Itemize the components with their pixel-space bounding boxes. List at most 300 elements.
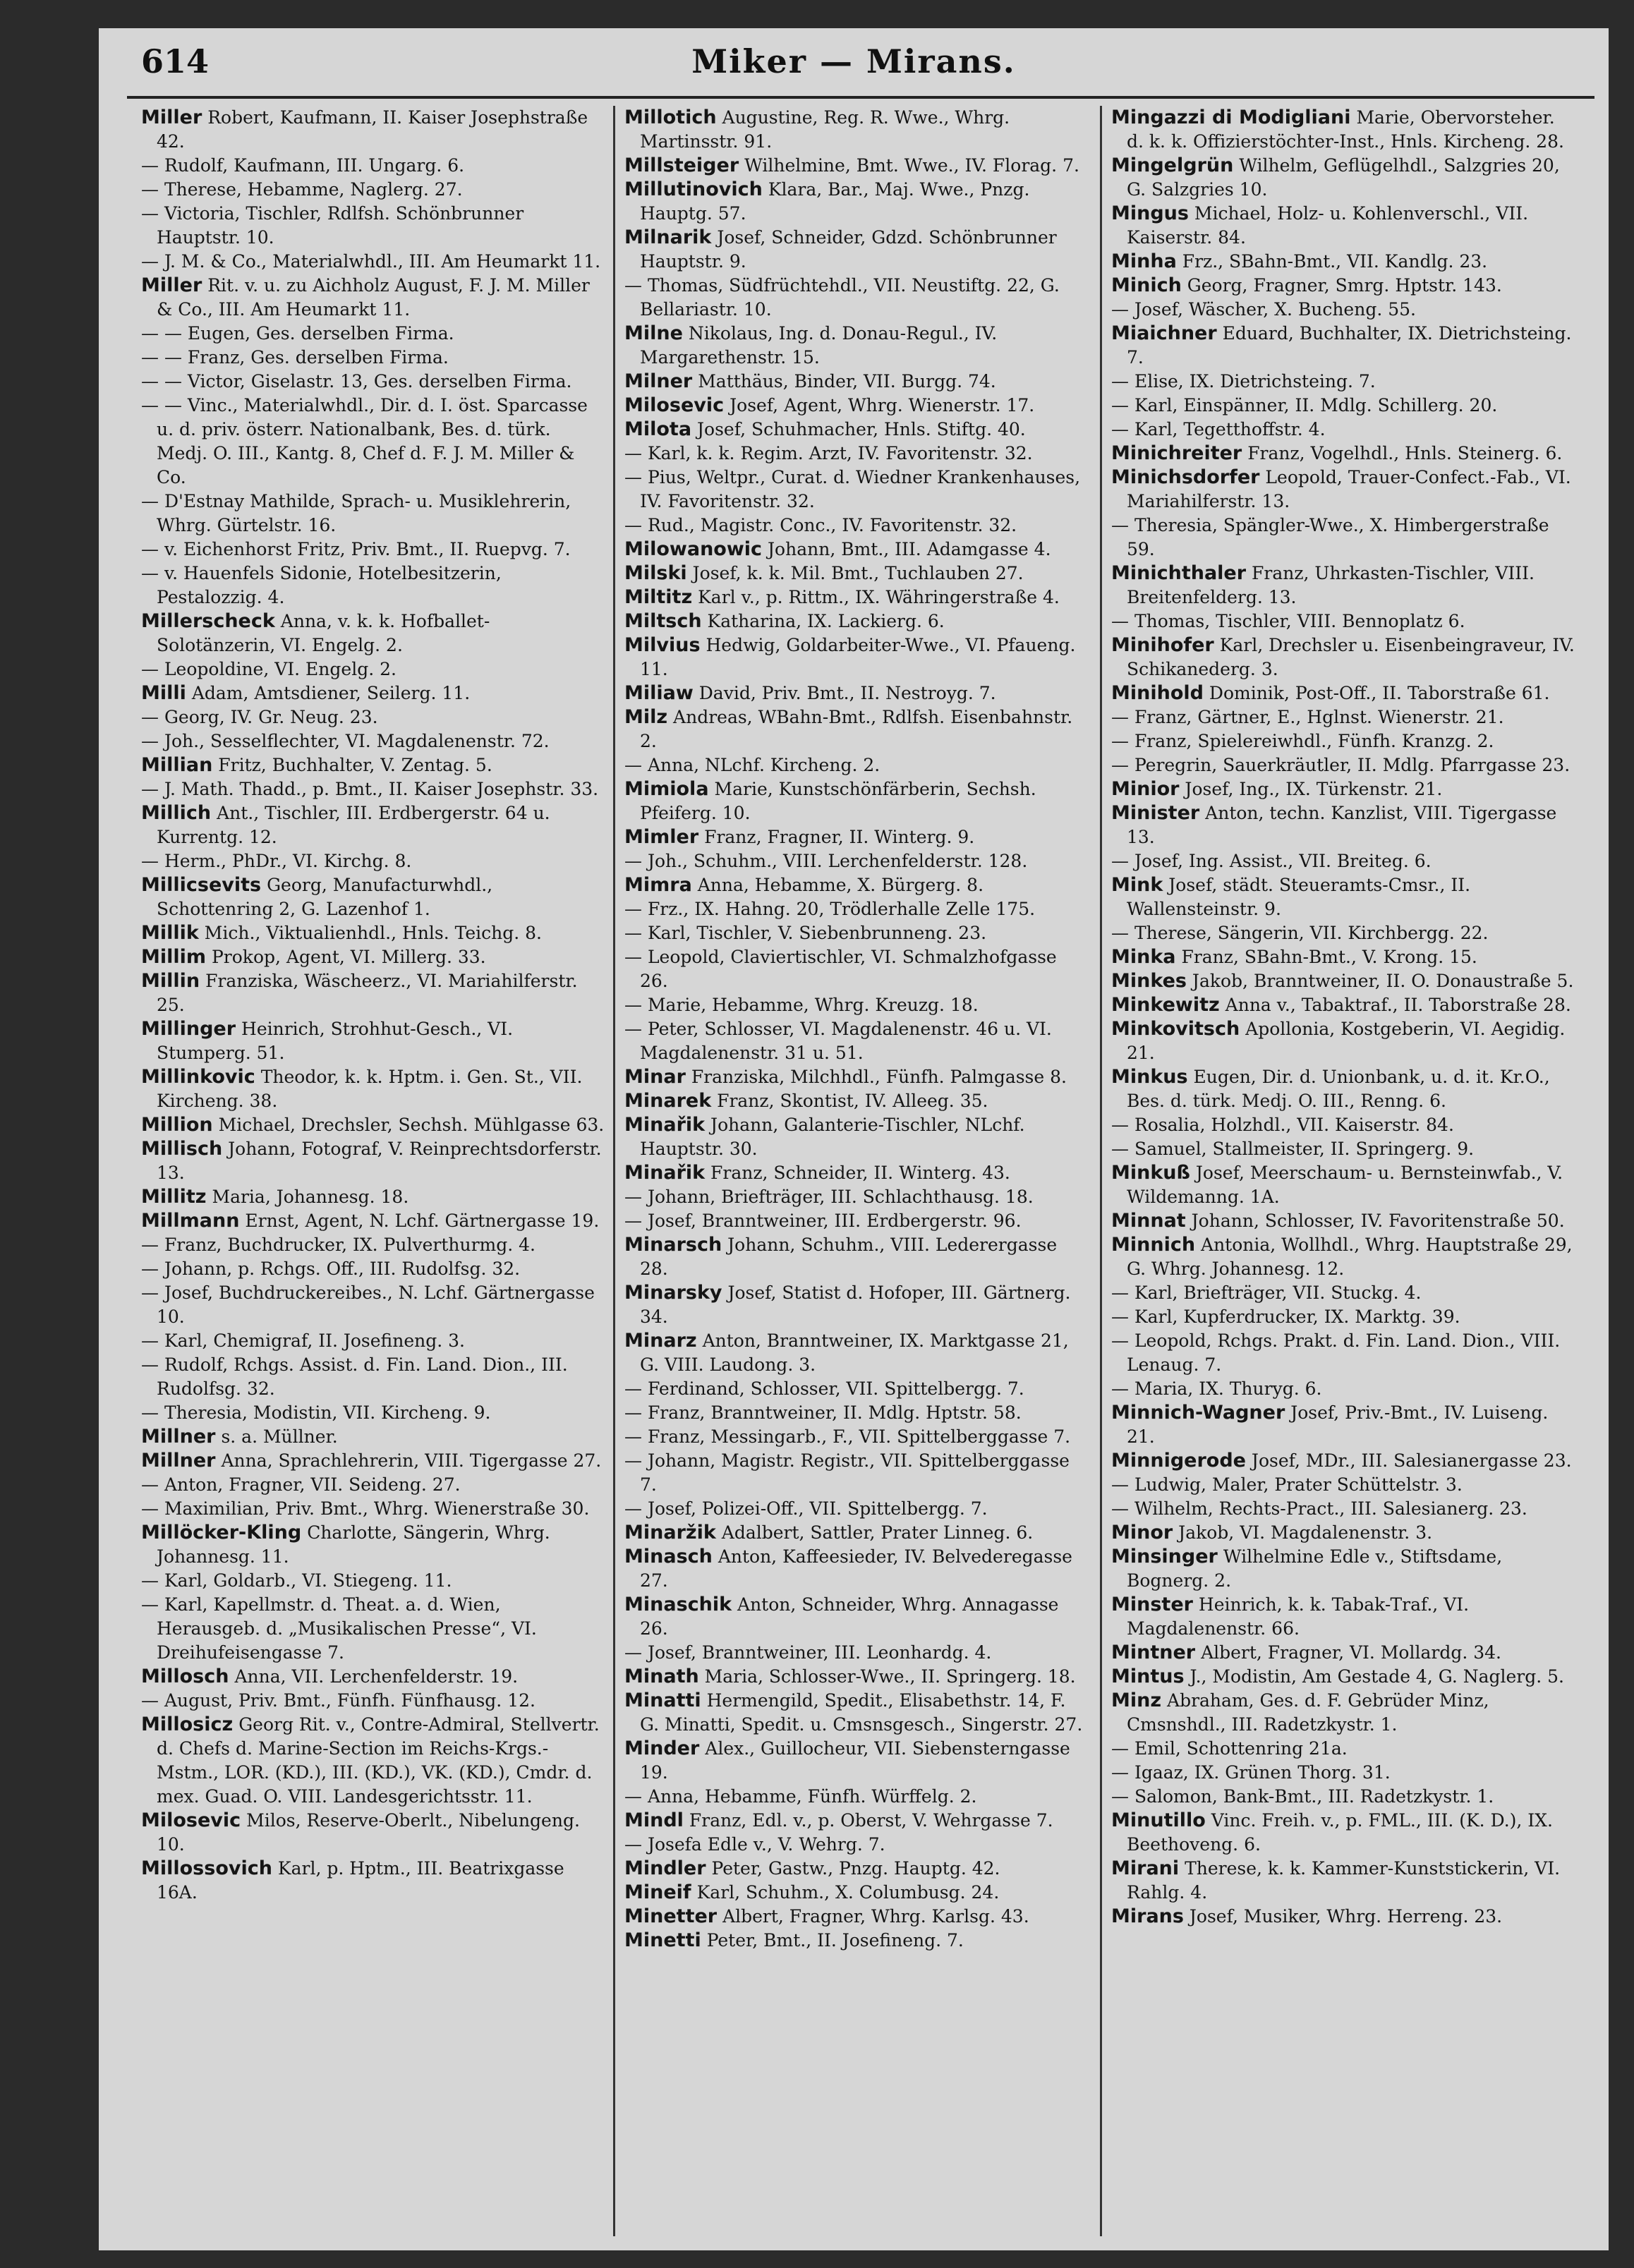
entry-surname: Minka <box>1111 946 1176 968</box>
directory-entry <box>1111 1641 1577 1665</box>
directory-entry <box>1111 1305 1577 1329</box>
entry-surname: Milnarik <box>624 226 712 248</box>
entry-surname: Millner <box>141 1450 216 1472</box>
directory-entry <box>1111 1113 1577 1137</box>
directory-page <box>99 28 1609 2250</box>
entry-surname: Minar <box>624 1066 686 1088</box>
entry-details: — Pius, Weltpr., Curat. d. Wiedner Krankenhauses, IV. Favoritenstr. 32. <box>624 467 1081 511</box>
entry-surname: Mimiola <box>624 778 709 800</box>
directory-entry <box>1111 681 1577 705</box>
entry-surname: Minasch <box>624 1546 713 1567</box>
entry-details: — Josefa Edle v., V. Wehrg. 7. <box>624 1834 885 1855</box>
directory-entry <box>624 106 1090 154</box>
entry-details: Maria, Schlosser-Wwe., II. Springerg. 18. <box>704 1666 1076 1687</box>
directory-entry <box>624 897 1090 921</box>
directory-entry <box>141 538 607 562</box>
entry-surname: Mimra <box>624 874 692 896</box>
directory-entry <box>141 1473 607 1497</box>
entry-surname: Milosevic <box>624 394 725 416</box>
directory-entry <box>141 1065 607 1113</box>
directory-entry <box>1111 801 1577 849</box>
entry-surname: Minihofer <box>1111 634 1214 656</box>
directory-entry <box>624 873 1090 897</box>
entry-surname: Mingazzi di Modigliani <box>1111 107 1351 128</box>
entry-surname: Minarz <box>624 1330 697 1352</box>
directory-entry <box>1111 1065 1577 1113</box>
entry-details: — Therese, Hebamme, Naglerg. 27. <box>141 179 463 200</box>
directory-entry <box>141 1353 607 1401</box>
entry-surname: Millitz <box>141 1186 207 1208</box>
entry-surname: Millich <box>141 802 212 824</box>
entry-details: — Wilhelm, Rechts-Pract., III. Salesianerg. 23. <box>1111 1498 1527 1519</box>
entry-details: — Theresia, Modistin, VII. Kircheng. 9. <box>141 1402 491 1423</box>
entry-details: — Frz., IX. Hahng. 20, Trödlerhalle Zelle 175. <box>624 899 1036 919</box>
entry-details: Marie, Obervorsteher. d. k. k. Offizierstöchter-Inst., Hnls. Kircheng. 28. <box>1127 107 1565 152</box>
directory-entry <box>1111 1137 1577 1161</box>
directory-entry <box>1111 1281 1577 1305</box>
directory-entry <box>624 1905 1090 1929</box>
entry-surname: Minor <box>1111 1522 1173 1544</box>
directory-entry <box>1111 106 1577 154</box>
directory-entry <box>1111 1449 1577 1473</box>
entry-details: Rit. v. u. zu Aichholz August, F. J. M. Miller & Co., III. Am Heumarkt 11. <box>157 275 590 320</box>
entry-surname: Millossovich <box>141 1857 272 1879</box>
entry-details: Anton, Branntweiner, IX. Marktgasse 21, G. VIII. Laudong. 3. <box>640 1330 1069 1375</box>
entry-surname: Mirani <box>1111 1857 1180 1879</box>
directory-entry <box>624 274 1090 322</box>
entry-details: — Rudolf, Kaufmann, III. Ungarg. 6. <box>141 155 465 176</box>
entry-details: — Theresia, Spängler-Wwe., X. Himbergerstraße 59. <box>1111 515 1549 559</box>
directory-entry <box>624 1449 1090 1497</box>
entry-details: Johann, Fotograf, V. Reinprechtsdorferstr. 13. <box>157 1139 602 1183</box>
entry-details: — Marie, Hebamme, Whrg. Kreuzg. 18. <box>624 995 979 1015</box>
entry-details: Nikolaus, Ing. d. Donau-Regul., IV. Margarethenstr. 15. <box>640 323 998 368</box>
entry-details: Karl, Schuhm., X. Columbusg. 24. <box>696 1882 1000 1903</box>
directory-entry <box>624 394 1090 418</box>
entry-details: Karl, p. Hptm., III. Beatrixgasse 16A. <box>157 1858 564 1903</box>
directory-entry <box>624 1113 1090 1161</box>
entry-details: Georg, Manufacturwhdl., Schottenring 2, G. Lazenhof 1. <box>157 875 493 919</box>
directory-entry <box>141 1425 607 1449</box>
entry-details: — v. Hauenfels Sidonie, Hotelbesitzerin, Pestalozzig. 4. <box>141 563 502 607</box>
directory-entry <box>1111 873 1577 921</box>
directory-entry <box>141 370 607 394</box>
entry-details: Wilhelm, Geflügelhdl., Salzgries 20, G. Salzgries 10. <box>1127 155 1560 200</box>
directory-entry <box>1111 633 1577 681</box>
directory-entry <box>624 993 1090 1017</box>
entry-details: Ant., Tischler, III. Erdbergerstr. 64 u. Kurrentg. 12. <box>157 803 550 847</box>
directory-entry <box>141 394 607 490</box>
entry-details: Katharina, IX. Lackierg. 6. <box>707 611 945 631</box>
entry-surname: Millisch <box>141 1138 223 1160</box>
entry-details: Hedwig, Goldarbeiter-Wwe., VI. Pfaueng. 11. <box>640 635 1076 679</box>
directory-entry <box>141 178 607 202</box>
directory-entry <box>1111 1857 1577 1905</box>
entry-surname: Millöcker-Kling <box>141 1522 302 1544</box>
entry-details: — Peregrin, Sauerkräutler, II. Mdlg. Pfarrgasse 23. <box>1111 755 1571 775</box>
entry-surname: Millutinovich <box>624 178 763 200</box>
directory-entry <box>624 1017 1090 1065</box>
entry-details: Robert, Kaufmann, II. Kaiser Josephstraße 42. <box>157 107 588 152</box>
entry-details: Anton, Schneider, Whrg. Annagasse 26. <box>640 1594 1059 1639</box>
directory-entry <box>624 586 1090 610</box>
entry-surname: Milvius <box>624 634 701 656</box>
directory-entry <box>624 1737 1090 1785</box>
entry-details: — J. Math. Thadd., p. Bmt., II. Kaiser Josephstr. 33. <box>141 779 599 799</box>
directory-entry <box>141 490 607 538</box>
entry-surname: Minsinger <box>1111 1546 1218 1567</box>
entry-details: — Franz, Messingarb., F., VII. Spittelberggasse 7. <box>624 1426 1071 1447</box>
directory-entry <box>624 1065 1090 1089</box>
entry-details: Georg Rit. v., Contre-Admiral, Stellvertr. d. Chefs d. Marine-Section im Reichs-Krgs.-Mstm., LOR. (KD.), III. (KD.), VK. (KD.), Cmdr. d. mex. Guad. O. VIII. Landesgerichtsstr. 11. <box>157 1714 600 1807</box>
entry-details: Johann, Schuhm., VIII. Lederergasse 28. <box>640 1235 1058 1279</box>
entry-surname: Minkuß <box>1111 1162 1190 1184</box>
directory-entry <box>624 1593 1090 1641</box>
directory-entry <box>1111 322 1577 370</box>
entry-surname: Minetti <box>624 1929 701 1951</box>
directory-entry <box>624 442 1090 466</box>
directory-entry <box>624 1545 1090 1593</box>
entry-details: Peter, Bmt., II. Josefineng. 7. <box>706 1930 964 1951</box>
entry-details: Dominik, Post-Off., II. Taborstraße 61. <box>1209 683 1550 703</box>
directory-entry <box>1111 1785 1577 1809</box>
directory-entry <box>624 1689 1090 1737</box>
directory-entry <box>1111 1761 1577 1785</box>
directory-entry <box>141 106 607 154</box>
directory-entry <box>624 1185 1090 1209</box>
directory-entry <box>624 1401 1090 1425</box>
directory-entry <box>141 1113 607 1137</box>
entry-surname: Mindl <box>624 1809 684 1831</box>
entry-details: — J. M. & Co., Materialwhdl., III. Am Heumarkt 11. <box>141 251 601 272</box>
entry-surname: Minihold <box>1111 682 1204 704</box>
entry-details: Karl v., p. Rittm., IX. Währingerstraße 4. <box>698 587 1060 607</box>
entry-details: Franz, Uhrkasten-Tischler, VIII. Breitenfelderg. 13. <box>1127 563 1535 607</box>
entry-details: — Salomon, Bank-Bmt., III. Radetzkystr. 1. <box>1111 1786 1494 1807</box>
entry-details: Anna, Hebamme, X. Bürgerg. 8. <box>697 875 984 895</box>
directory-entry <box>1111 1401 1577 1449</box>
entry-details: — Samuel, Stallmeister, II. Springerg. 9. <box>1111 1139 1475 1159</box>
directory-entry <box>624 1209 1090 1233</box>
directory-entry <box>1111 1689 1577 1737</box>
entry-surname: Millin <box>141 970 200 992</box>
entry-details: Fritz, Buchhalter, V. Zentag. 5. <box>218 755 492 775</box>
directory-entry <box>141 1017 607 1065</box>
directory-entry <box>624 1881 1090 1905</box>
entry-details: Abraham, Ges. d. F. Gebrüder Minz, Cmsnshdl., III. Radetzkystr. 1. <box>1127 1690 1489 1735</box>
entry-details: Franz, Fragner, II. Winterg. 9. <box>704 827 975 847</box>
entry-details: Anna, Sprachlehrerin, VIII. Tigergasse 27. <box>221 1450 602 1471</box>
entry-details: Adam, Amtsdiener, Seilerg. 11. <box>191 683 471 703</box>
header-rule <box>127 96 1594 99</box>
directory-entry <box>624 1665 1090 1689</box>
directory-entry <box>141 1689 607 1713</box>
entry-details: Franz, Vogelhdl., Hnls. Steinerg. 6. <box>1247 443 1563 463</box>
directory-entry <box>1111 154 1577 202</box>
entry-details: Prokop, Agent, VI. Millerg. 33. <box>211 947 486 967</box>
entry-details: Josef, städt. Steueramts-Cmsr., II. Wallensteinstr. 9. <box>1127 875 1471 919</box>
directory-entry <box>624 1521 1090 1545</box>
entry-details: Karl, Drechsler u. Eisenbeingraveur, IV. Schikanederg. 3. <box>1127 635 1575 679</box>
directory-entry <box>141 705 607 729</box>
entry-surname: Millik <box>141 922 199 944</box>
directory-entry <box>141 1593 607 1665</box>
entry-details: — Rudolf, Rchgs. Assist. d. Fin. Land. Dion., III. Rudolfsg. 32. <box>141 1354 568 1399</box>
entry-details: Heinrich, k. k. Tabak-Traf., VI. Magdalenenstr. 66. <box>1127 1594 1470 1639</box>
directory-entry <box>624 154 1090 178</box>
directory-entry <box>141 849 607 873</box>
entry-surname: Minatti <box>624 1690 701 1711</box>
entry-details: — — Victor, Giselastr. 13, Ges. derselben Firma. <box>141 371 572 392</box>
entry-surname: Millerscheck <box>141 610 275 632</box>
entry-surname: Millner <box>141 1426 216 1448</box>
entry-surname: Millian <box>141 754 213 776</box>
directory-entry <box>141 1401 607 1425</box>
entry-surname: Minnat <box>1111 1210 1186 1232</box>
column-divider <box>613 106 615 2236</box>
entry-details: Albert, Fragner, Whrg. Karlsg. 43. <box>722 1906 1029 1927</box>
entry-details: Anton, Kaffeesieder, IV. Belvederegasse 27. <box>640 1546 1072 1591</box>
directory-entry <box>141 274 607 322</box>
directory-entry <box>1111 1329 1577 1377</box>
directory-entry <box>1111 250 1577 274</box>
directory-entry <box>1111 1209 1577 1233</box>
entry-details: Maria, Johannesg. 18. <box>212 1187 409 1207</box>
column-divider <box>1100 106 1102 2236</box>
entry-details: s. a. Müllner. <box>221 1426 338 1447</box>
directory-column-2 <box>624 106 1090 2236</box>
directory-entry <box>141 1257 607 1281</box>
entry-surname: Mingus <box>1111 202 1189 224</box>
entry-surname: Miltsch <box>624 610 702 632</box>
entry-surname: Mindler <box>624 1857 706 1879</box>
entry-surname: Minister <box>1111 802 1200 824</box>
directory-entry <box>624 418 1090 442</box>
entry-details: — Karl, Goldarb., VI. Stiegeng. 11. <box>141 1570 452 1591</box>
entry-surname: Minichthaler <box>1111 562 1247 584</box>
entry-details: Matthäus, Binder, VII. Burgg. 74. <box>698 371 996 392</box>
entry-surname: Minnich <box>1111 1234 1196 1256</box>
entry-details: — Johann, Briefträger, III. Schlachthausg. 18. <box>624 1187 1034 1207</box>
entry-details: Franz, Skontist, IV. Alleeg. 35. <box>717 1091 988 1111</box>
entry-details: — D'Estnay Mathilde, Sprach- u. Musiklehrerin, Whrg. Gürtelstr. 16. <box>141 491 571 535</box>
directory-entry <box>141 1233 607 1257</box>
directory-entry <box>624 1809 1090 1833</box>
entry-details: Wilhelmine Edle v., Stiftsdame, Bognerg. 2. <box>1127 1546 1503 1591</box>
directory-entry <box>624 1929 1090 1953</box>
entry-details: — Karl, Tischler, V. Siebenbrunneng. 23. <box>624 923 987 943</box>
entry-details: Eugen, Dir. d. Unionbank, u. d. it. Kr.O., Bes. d. türk. Medj. O. III., Renng. 6. <box>1127 1067 1550 1111</box>
entry-surname: Milosevic <box>141 1809 241 1831</box>
directory-entry <box>624 945 1090 993</box>
entry-details: — Karl, Tegetthoffstr. 4. <box>1111 419 1326 439</box>
directory-entry <box>141 1137 607 1185</box>
directory-entry <box>141 250 607 274</box>
entry-details: Josef, Schuhmacher, Hnls. Stiftg. 40. <box>697 419 1026 439</box>
entry-surname: Mirans <box>1111 1905 1184 1927</box>
directory-entry <box>141 610 607 657</box>
directory-entry <box>624 1377 1090 1401</box>
entry-details: — — Eugen, Ges. derselben Firma. <box>141 323 454 344</box>
entry-details: — Leopold, Rchgs. Prakt. d. Fin. Land. Dion., VIII. Lenaug. 7. <box>1111 1330 1561 1375</box>
entry-details: Alex., Guillocheur, VII. Siebensterngasse 19. <box>640 1738 1070 1783</box>
directory-entry <box>624 370 1090 394</box>
directory-column-1 <box>141 106 607 2236</box>
directory-entry <box>1111 370 1577 394</box>
directory-entry <box>624 610 1090 633</box>
directory-entry <box>1111 1905 1577 1929</box>
entry-surname: Mingelgrün <box>1111 154 1234 176</box>
entry-details: Leopold, Trauer-Confect.-Fab., VI. Mariahilferstr. 13. <box>1127 467 1571 511</box>
directory-entry <box>624 466 1090 514</box>
directory-entry <box>1111 921 1577 945</box>
directory-entry <box>1111 993 1577 1017</box>
entry-details: Johann, Bmt., III. Adamgasse 4. <box>768 539 1051 559</box>
directory-entry <box>141 921 607 945</box>
directory-entry <box>1111 1665 1577 1689</box>
entry-details: Albert, Fragner, VI. Mollardg. 34. <box>1201 1642 1501 1663</box>
entry-details: — Franz, Gärtner, E., Hglnst. Wienerstr. 21. <box>1111 707 1504 727</box>
directory-entry <box>1111 394 1577 418</box>
entry-surname: Minařik <box>624 1114 706 1136</box>
entry-surname: Minutillo <box>1111 1809 1206 1831</box>
directory-entry <box>141 1329 607 1353</box>
directory-entry <box>141 777 607 801</box>
directory-entry <box>141 1521 607 1569</box>
directory-entry <box>1111 1017 1577 1065</box>
directory-column-3 <box>1111 106 1577 2236</box>
entry-details: Josef, MDr., III. Salesianergasse 23. <box>1251 1450 1572 1471</box>
entry-details: Georg, Fragner, Smrg. Hptstr. 143. <box>1187 275 1502 296</box>
directory-entry <box>141 681 607 705</box>
entry-details: — Joh., Schuhm., VIII. Lerchenfelderstr. 128. <box>624 851 1028 871</box>
entry-details: Jakob, VI. Magdalenenstr. 3. <box>1178 1522 1433 1543</box>
entry-details: — August, Priv. Bmt., Fünfh. Fünfhausg. 12. <box>141 1690 535 1711</box>
entry-surname: Millinkovic <box>141 1066 255 1088</box>
directory-entry <box>624 322 1090 370</box>
entry-surname: Millotich <box>624 107 717 128</box>
entry-details: Franziska, Wäscheerz., VI. Mariahilferstr. 25. <box>157 971 578 1015</box>
directory-entry <box>1111 729 1577 753</box>
entry-details: — Johann, p. Rchgs. Off., III. Rudolfsg. 32. <box>141 1259 521 1279</box>
entry-surname: Minster <box>1111 1594 1193 1615</box>
entry-details: — Josef, Buchdruckereibes., N. Lchf. Gärtnergasse 10. <box>141 1282 595 1327</box>
entry-details: Johann, Galanterie-Tischler, NLchf. Hauptstr. 30. <box>640 1115 1025 1159</box>
directory-entry <box>141 753 607 777</box>
entry-surname: Mintner <box>1111 1642 1196 1663</box>
entry-surname: Mink <box>1111 874 1163 896</box>
entry-surname: Milner <box>624 370 693 392</box>
entry-details: Josef, Statist d. Hofoper, III. Gärtnerg. 34. <box>640 1282 1071 1327</box>
entry-details: Franz, SBahn-Bmt., V. Krong. 15. <box>1181 947 1477 967</box>
entry-details: — Karl, Chemigraf, II. Josefineng. 3. <box>141 1330 465 1351</box>
entry-surname: Millosicz <box>141 1714 234 1735</box>
entry-details: Ernst, Agent, N. Lchf. Gärtnergasse 19. <box>245 1211 600 1231</box>
directory-entry <box>1111 562 1577 610</box>
page-number: 614 <box>141 42 210 80</box>
directory-entry <box>624 633 1090 681</box>
entry-details: Anton, techn. Kanzlist, VIII. Tigergasse 13. <box>1127 803 1557 847</box>
entry-details: Augustine, Reg. R. Wwe., Whrg. Martinsstr. 91. <box>640 107 1010 152</box>
entry-details: — Josef, Branntweiner, III. Leonhardg. 4. <box>624 1642 992 1663</box>
entry-details: — Rosalia, Holzhdl., VII. Kaiserstr. 84. <box>1111 1115 1454 1135</box>
entry-surname: Miaichner <box>1111 322 1217 344</box>
entry-details: Frz., SBahn-Bmt., VII. Kandlg. 23. <box>1182 251 1488 272</box>
directory-entry <box>141 1497 607 1521</box>
directory-entry <box>624 1497 1090 1521</box>
entry-details: — Joh., Sesselflechter, VI. Magdalenenstr. 72. <box>141 731 550 751</box>
entry-details: Antonia, Wollhdl., Whrg. Hauptstraße 29, G. Whrg. Johannesg. 12. <box>1127 1235 1573 1279</box>
entry-surname: Miller <box>141 274 202 296</box>
entry-details: — Franz, Buchdrucker, IX. Pulverthurmg. 4. <box>141 1235 535 1255</box>
entry-surname: Millim <box>141 946 207 968</box>
entry-details: Josef, Musiker, Whrg. Herreng. 23. <box>1189 1906 1503 1927</box>
directory-entry <box>141 1209 607 1233</box>
directory-entry <box>141 657 607 681</box>
directory-entry <box>1111 298 1577 322</box>
directory-entry <box>1111 418 1577 442</box>
directory-entry <box>141 801 607 849</box>
entry-details: — Georg, IV. Gr. Neug. 23. <box>141 707 378 727</box>
entry-details: Milos, Reserve-Oberlt., Nibelungeng. 10. <box>157 1810 580 1855</box>
entry-surname: Milli <box>141 682 186 704</box>
directory-entry <box>1111 969 1577 993</box>
entry-details: Michael, Drechsler, Sechsh. Mühlgasse 63. <box>218 1115 605 1135</box>
entry-details: — Karl, Briefträger, VII. Stuckg. 4. <box>1111 1282 1422 1303</box>
directory-entry <box>141 873 607 921</box>
entry-details: — Josef, Branntweiner, III. Erdbergerstr. 96. <box>624 1211 1022 1231</box>
directory-entry <box>1111 1377 1577 1401</box>
entry-surname: Minich <box>1111 274 1182 296</box>
directory-entry <box>624 849 1090 873</box>
directory-entry <box>141 1185 607 1209</box>
directory-entry <box>1111 466 1577 514</box>
entry-details: — Leopoldine, VI. Engelg. 2. <box>141 659 397 679</box>
entry-details: — Herm., PhDr., VI. Kirchg. 8. <box>141 851 412 871</box>
entry-details: — Josef, Ing. Assist., VII. Breiteg. 6. <box>1111 851 1432 871</box>
directory-entry <box>141 562 607 610</box>
directory-entry <box>624 1785 1090 1809</box>
entry-surname: Milski <box>624 562 687 584</box>
entry-details: — Johann, Magistr. Registr., VII. Spittelberggasse 7. <box>624 1450 1070 1495</box>
entry-surname: Millsteiger <box>624 154 739 176</box>
directory-entry <box>624 705 1090 753</box>
entry-details: Josef, k. k. Mil. Bmt., Tuchlauben 27. <box>692 563 1024 583</box>
directory-entry <box>1111 705 1577 729</box>
directory-entry <box>141 729 607 753</box>
entry-surname: Miliaw <box>624 682 694 704</box>
entry-surname: Mineif <box>624 1881 691 1903</box>
directory-entry <box>141 1449 607 1473</box>
directory-entry <box>141 1713 607 1809</box>
entry-details: — Karl, k. k. Regim. Arzt, IV. Favoritenstr. 32. <box>624 443 1033 463</box>
entry-surname: Milz <box>624 706 668 728</box>
entry-details: — Therese, Sängerin, VII. Kirchbergg. 22. <box>1111 923 1489 943</box>
entry-details: Therese, k. k. Kammer-Kunststickerin, VI. Rahlg. 4. <box>1127 1858 1561 1903</box>
entry-details: — — Vinc., Materialwhdl., Dir. d. I. öst. Sparcasse u. d. priv. österr. Nationalbank, Bes. d. türk. Medj. O. III., Kantg. 8, Chef d. F. J. M. Miller & Co. <box>141 395 588 487</box>
directory-entry <box>141 154 607 178</box>
entry-details: — Franz, Branntweiner, II. Mdlg. Hptstr. 58. <box>624 1402 1022 1423</box>
directory-entry <box>1111 514 1577 562</box>
directory-entry <box>1111 1737 1577 1761</box>
entry-surname: Miltitz <box>624 586 693 608</box>
entry-details: — Igaaz, IX. Grünen Thorg. 31. <box>1111 1762 1391 1783</box>
directory-entry <box>624 562 1090 586</box>
entry-details: Mich., Viktualienhdl., Hnls. Teichg. 8. <box>204 923 542 943</box>
directory-entry <box>624 1089 1090 1113</box>
entry-surname: Minder <box>624 1738 700 1759</box>
entry-details: — Rud., Magistr. Conc., IV. Favoritenstr. 32. <box>624 515 1017 535</box>
